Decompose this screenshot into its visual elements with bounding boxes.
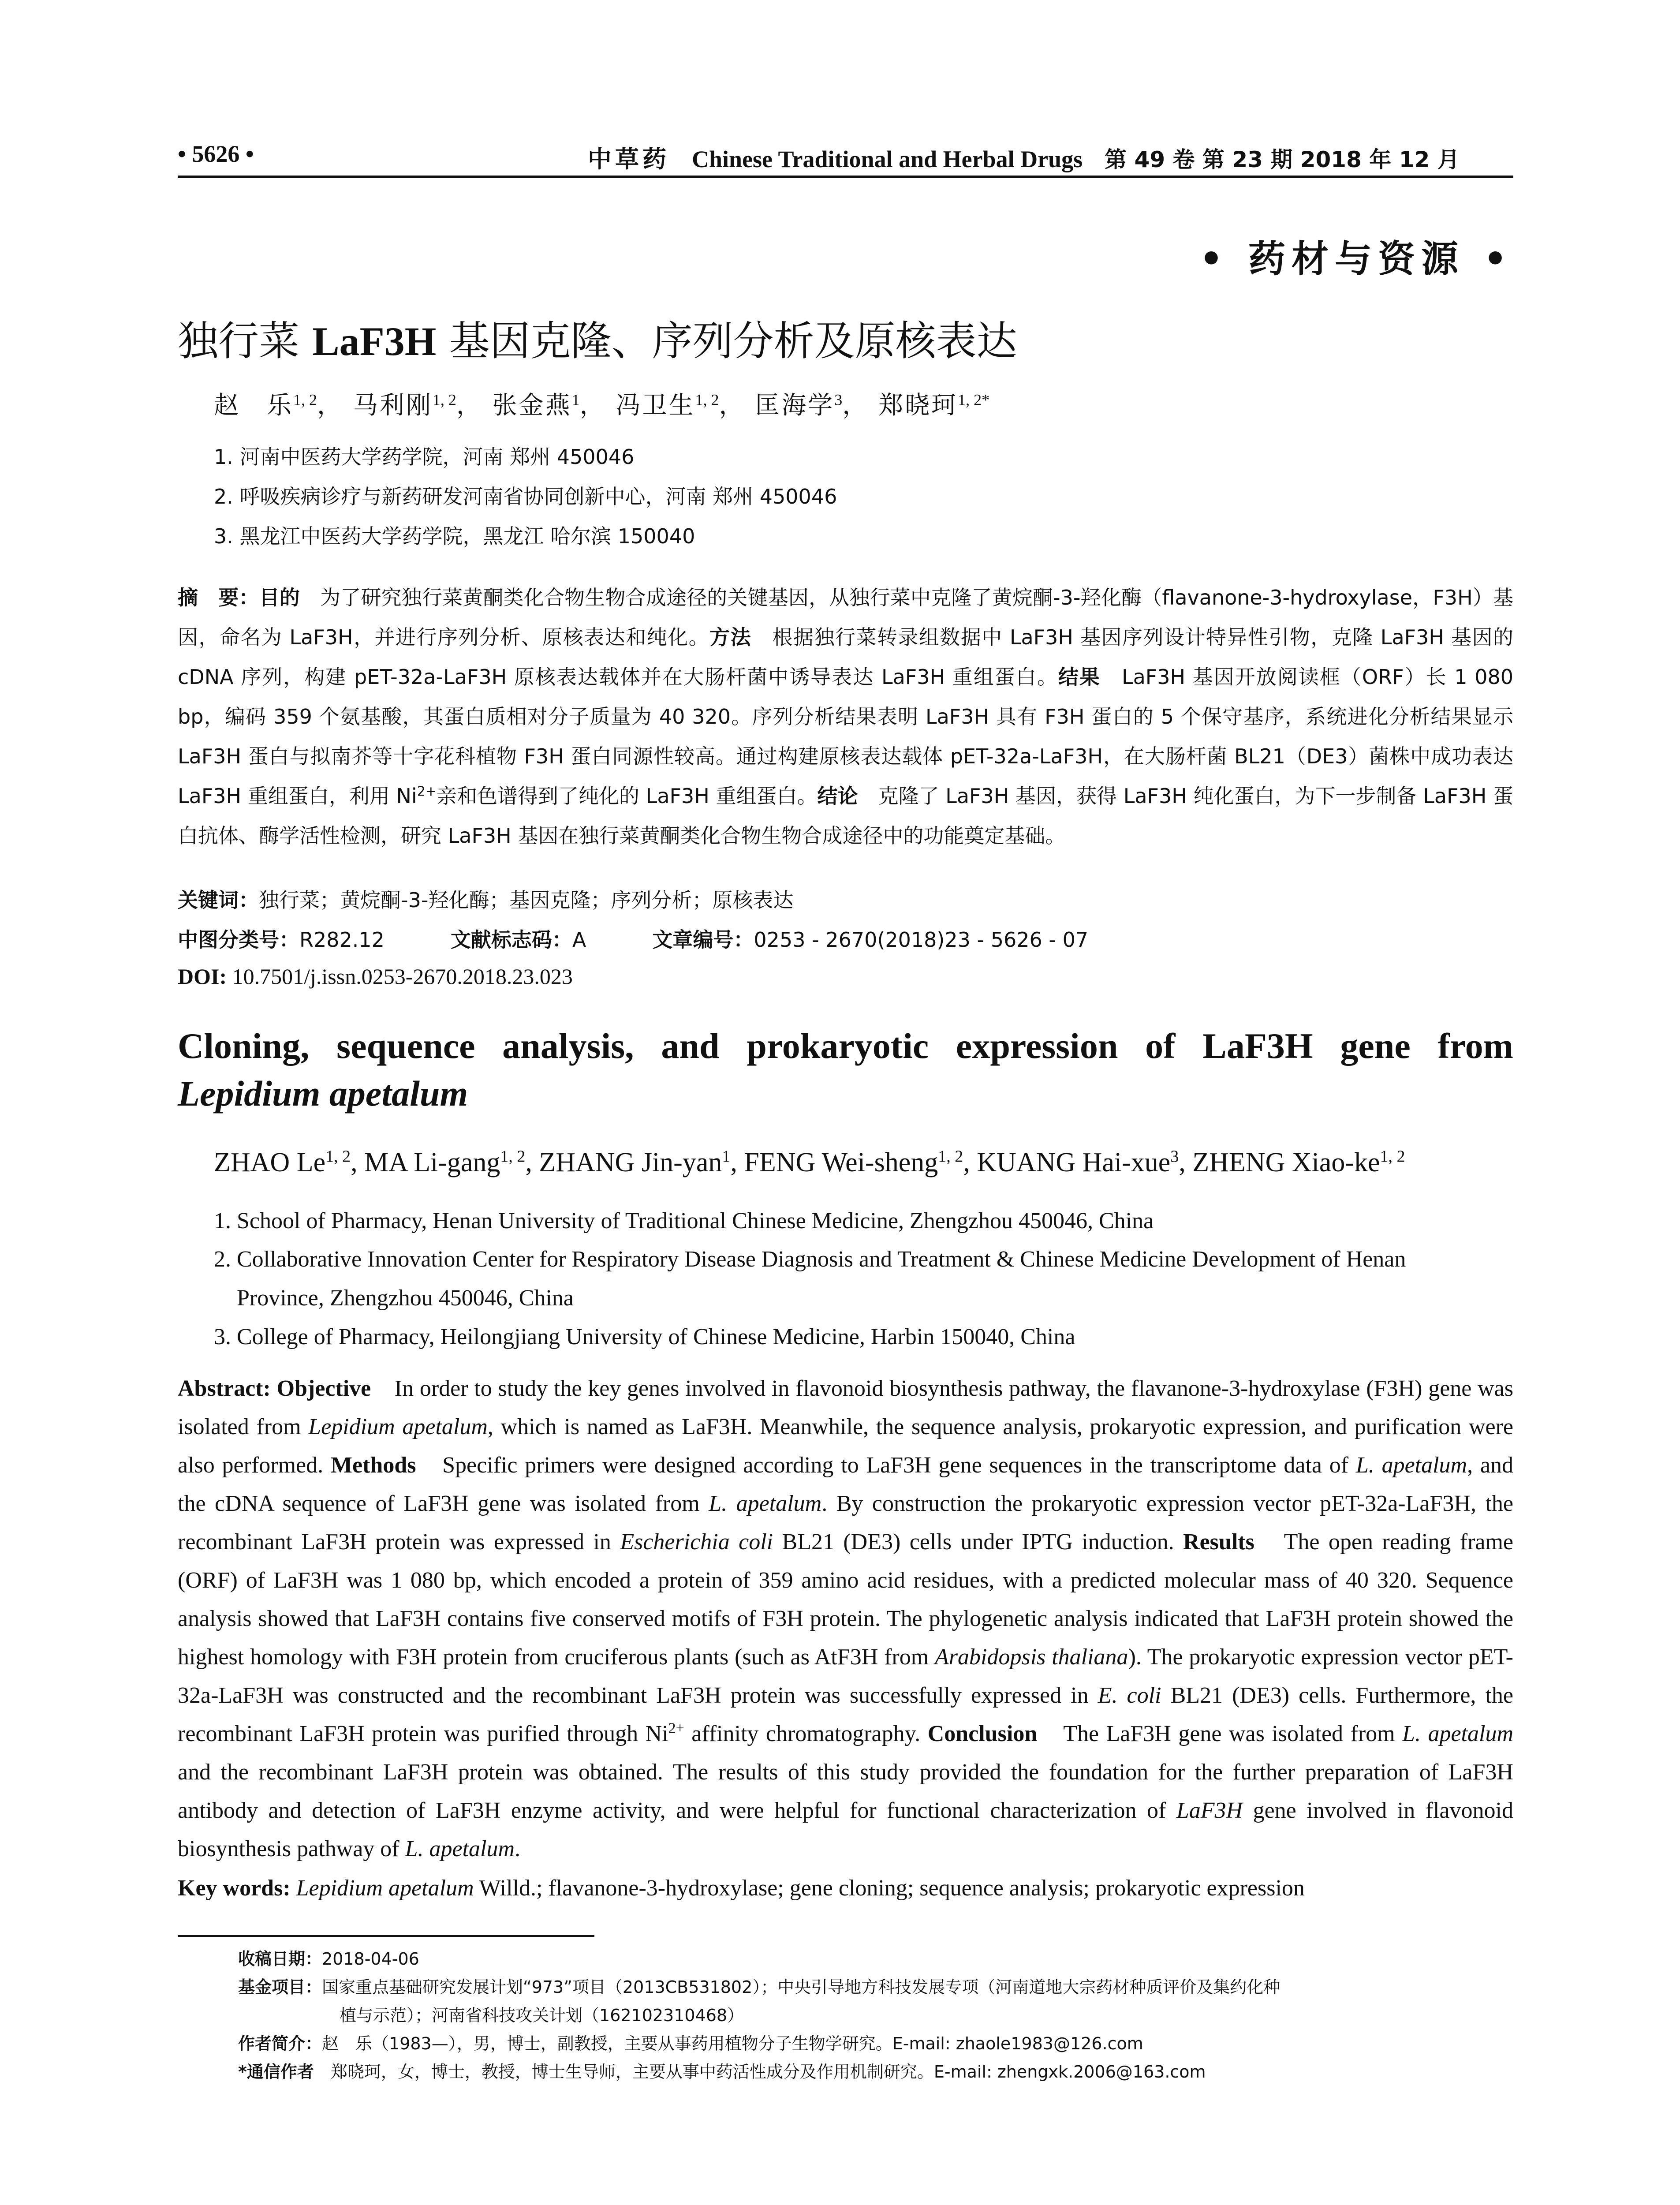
author-cn: 匡海学$^3$ — [755, 391, 843, 420]
conclusion-label: 结论 — [817, 784, 858, 808]
running-header — [178, 140, 1513, 176]
keywords-en: Key words: Lepidium apetalum Willd.; flavanone-3-hydroxylase; gene cloning; sequence analysis; prokaryotic expression — [178, 1876, 1305, 1901]
authors-cn: 赵 乐$^{1, 2}$， 马利刚$^{1, 2}$， 张金燕$^1$， 冯卫生$^{1, 2}$， 匡海学$^3$， 郑晓珂$^{1, 2*}$ — [214, 391, 990, 420]
author-en: MA Li-gang$^{1, 2}$ — [364, 1147, 526, 1177]
author-en: ZHANG Jin-yan$^1$ — [539, 1147, 731, 1177]
author-en: ZHENG Xiao-ke$^{1, 2}$ — [1192, 1147, 1405, 1177]
abstract-label: 摘 要： — [178, 586, 259, 609]
title-cn-part: 基因克隆、序列分析及原核表达 — [436, 318, 1017, 365]
doi: DOI: 10.7501/j.issn.0253-2670.2018.23.023 — [178, 964, 573, 989]
title-en: Cloning, sequence analysis, and prokaryotic expression of LaF3H gene from Lepidium apetalum — [178, 1026, 1513, 1114]
affiliation-cn: 3. 黑龙江中医药大学药学院，黑龙江 哈尔滨 150040 — [214, 524, 695, 548]
classification-row: 中图分类号：R282.12 文献标志码：A 文章编号：0253 - 2670(2018)23 - 5626 - 07 — [178, 928, 1089, 952]
keywords-cn: 关键词：独行菜；黄烷酮-3-羟化酶；基因克隆；序列分析；原核表达 — [178, 888, 794, 912]
author-cn: 马利刚$^{1, 2}$ — [353, 391, 456, 420]
results-label: 结果 — [1058, 665, 1101, 689]
title-cn-gene: LaF3H — [312, 319, 437, 364]
objective-label: 目的 — [259, 586, 300, 609]
title-cn — [178, 309, 1017, 367]
abstract-en-label: Abstract: Objective — [178, 1376, 371, 1401]
section-tag: • 药材与资源 • — [1199, 237, 1513, 280]
page-number: • 5626 • — [178, 141, 254, 167]
abstract-en: Abstract: Objective In order to study the key genes involved in flavonoid biosynthesis pathway, the flavanone-3-hydroxylase (F3H) gene was isolated from Lepidium apetalum, which is named as LaF3H. Meanwhile, the sequence analysis, prokaryotic expression, and purification were also performed. Methods Specific primers were designed according to LaF3H gene sequences in the transcriptome data of L. apetalum, and the cDNA sequence of LaF3H gene was isolated from L. apetalum. By construction the prokaryotic expression vector pET-32a-LaF3H, the recombinant LaF3H protein was expressed in Escherichia coli BL21 (DE3) cells under IPTG induction. Results The open reading frame (ORF) of LaF3H was 1 080 bp, which encoded a protein of 359 amino acid residues, with a predicted molecular mass of 40 320. Sequence analysis showed that LaF3H contains five conserved motifs of F3H protein. The phylogenetic analysis indicated that LaF3H protein showed the highest homology with F3H protein from cruciferous plants (such as AtF3H from Arabidopsis thaliana). The prokaryotic expression vector pET-32a-LaF3H was constructed and the recombinant LaF3H protein was successfully expressed in E. coli BL21 (DE3) cells. Furthermore, the recombinant LaF3H protein was purified through $Ni^{2+}$ affinity chromatography. Conclusion The LaF3H gene was isolated from L. apetalum and the recombinant LaF3H protein was obtained. The results of this study provided the foundation for the further preparation of LaF3H antibody and detection of LaF3H enzyme activity, and were helpful for functional characterization of LaF3H gene involved in flavonoid biosynthesis pathway of L. apetalum. — [178, 1376, 1514, 1861]
footnote-rule — [178, 1935, 594, 1937]
author-en: ZHAO Le$^{1, 2}$ — [214, 1147, 351, 1177]
footnote-fund: 基金项目：国家重点基础研究发展计划“973”项目（2013CB531802）；中央引导地方科技发展专项（河南道地大宗药材种质评价及集约化种 植与示范）；河南省科技攻关计划（162102310468） — [238, 1977, 1281, 2025]
footnote-corresponding: *通信作者 郑晓珂，女，博士，教授，博士生导师，主要从事中药活性成分及作用机制研究。E-mail: zhengxk.2006@163.com — [238, 2062, 1206, 2082]
methods-label: 方法 — [709, 625, 752, 649]
affiliation-en: 3. College of Pharmacy, Heilongjiang University of Chinese Medicine, Harbin 150040, China — [214, 1324, 1075, 1349]
affiliation-en: 1. School of Pharmacy, Henan University of Traditional Chinese Medicine, Zhengzhou 450046, China — [214, 1208, 1154, 1233]
journal-name — [588, 140, 1460, 174]
affiliation-cn: 2. 呼吸疾病诊疗与新药研发河南省协同创新中心，河南 郑州 450046 — [214, 485, 837, 508]
affiliation-cn: 1. 河南中医药大学药学院，河南 郑州 450046 — [214, 445, 635, 469]
affiliation-en: 2. Collaborative Innovation Center for Respiratory Disease Diagnosis and Treatment & Chinese Medicine Development of Henan Province, Zhengzhou 450046, China — [214, 1247, 1406, 1311]
author-cn: 赵 乐$^{1, 2}$ — [214, 391, 317, 420]
author-cn: 冯卫生$^{1, 2}$ — [616, 391, 719, 420]
journal-name-en: Chinese Traditional and Herbal Drugs — [692, 146, 1083, 172]
author-en: KUANG Hai-xue$^3$ — [977, 1147, 1179, 1177]
header-rule — [178, 176, 1513, 178]
footnotes — [238, 1945, 1513, 2086]
authors-en: ZHAO Le$^{1, 2}$, MA Li-gang$^{1, 2}$, ZHANG Jin-yan$^1$, FENG Wei-sheng$^{1, 2}$, KUANG Hai-xue$^3$, ZHENG Xiao-ke$^{1, 2}$ — [214, 1147, 1405, 1177]
author-en: FENG Wei-sheng$^{1, 2}$ — [744, 1147, 963, 1177]
issue-info: 第 49 卷 第 23 期 2018 年 12 月 — [1105, 147, 1460, 172]
abstract-cn: 摘 要：目的 为了研究独行菜黄酮类化合物生物合成途径的关键基因，从独行菜中克隆了黄烷酮-3-羟化酶（flavanone-3-hydroxylase，F3H）基因，命名为 LaF3H，并进行序列分析、原核表达和纯化。方法 根据独行菜转录组数据中 LaF3H 基因序列设计特异性引物，克隆 LaF3H 基因的 cDNA 序列，构建 pET-32a-LaF3H 原核表达载体并在大肠杆菌中诱导表达 LaF3H 重组蛋白。结果 LaF3H 基因开放阅读框（ORF）长 1 080 bp，编码 359 个氨基酸，其蛋白质相对分子质量为 40 320。序列分析结果表明 LaF3H 具有 F3H 蛋白的 5 个保守基序，系统进化分析结果显示 LaF3H 蛋白与拟南芥等十字花科植物 F3H 蛋白同源性较高。通过构建原核表达载体 pET-32a-LaF3H，在大肠杆菌 BL21（DE3）菌株中成功表达 LaF3H 重组蛋白，利用 $Ni^{2+}$亲和色谱得到了纯化的 LaF3H 重组蛋白。结论 克隆了 LaF3H 基因，获得 LaF3H 纯化蛋白，为下一步制备 LaF3H 蛋白抗体、酶学活性检测，研究 LaF3H 基因在独行菜黄酮类化合物生物合成途径中的功能奠定基础。 — [178, 586, 1514, 848]
footnote-received: 收稿日期：2018-04-06 — [238, 1949, 419, 1969]
author-cn: 郑晓珂$^{1, 2*}$ — [878, 391, 990, 420]
footnote-author: 作者简介：赵 乐（1983—），男，博士，副教授，主要从事药用植物分子生物学研究。E-mail: zhaole1983@126.com — [238, 2034, 1143, 2053]
author-cn: 张金燕$^1$ — [492, 391, 580, 420]
journal-logo-cn: 中草药 — [588, 145, 670, 173]
title-cn-part: 独行菜 — [178, 318, 313, 365]
